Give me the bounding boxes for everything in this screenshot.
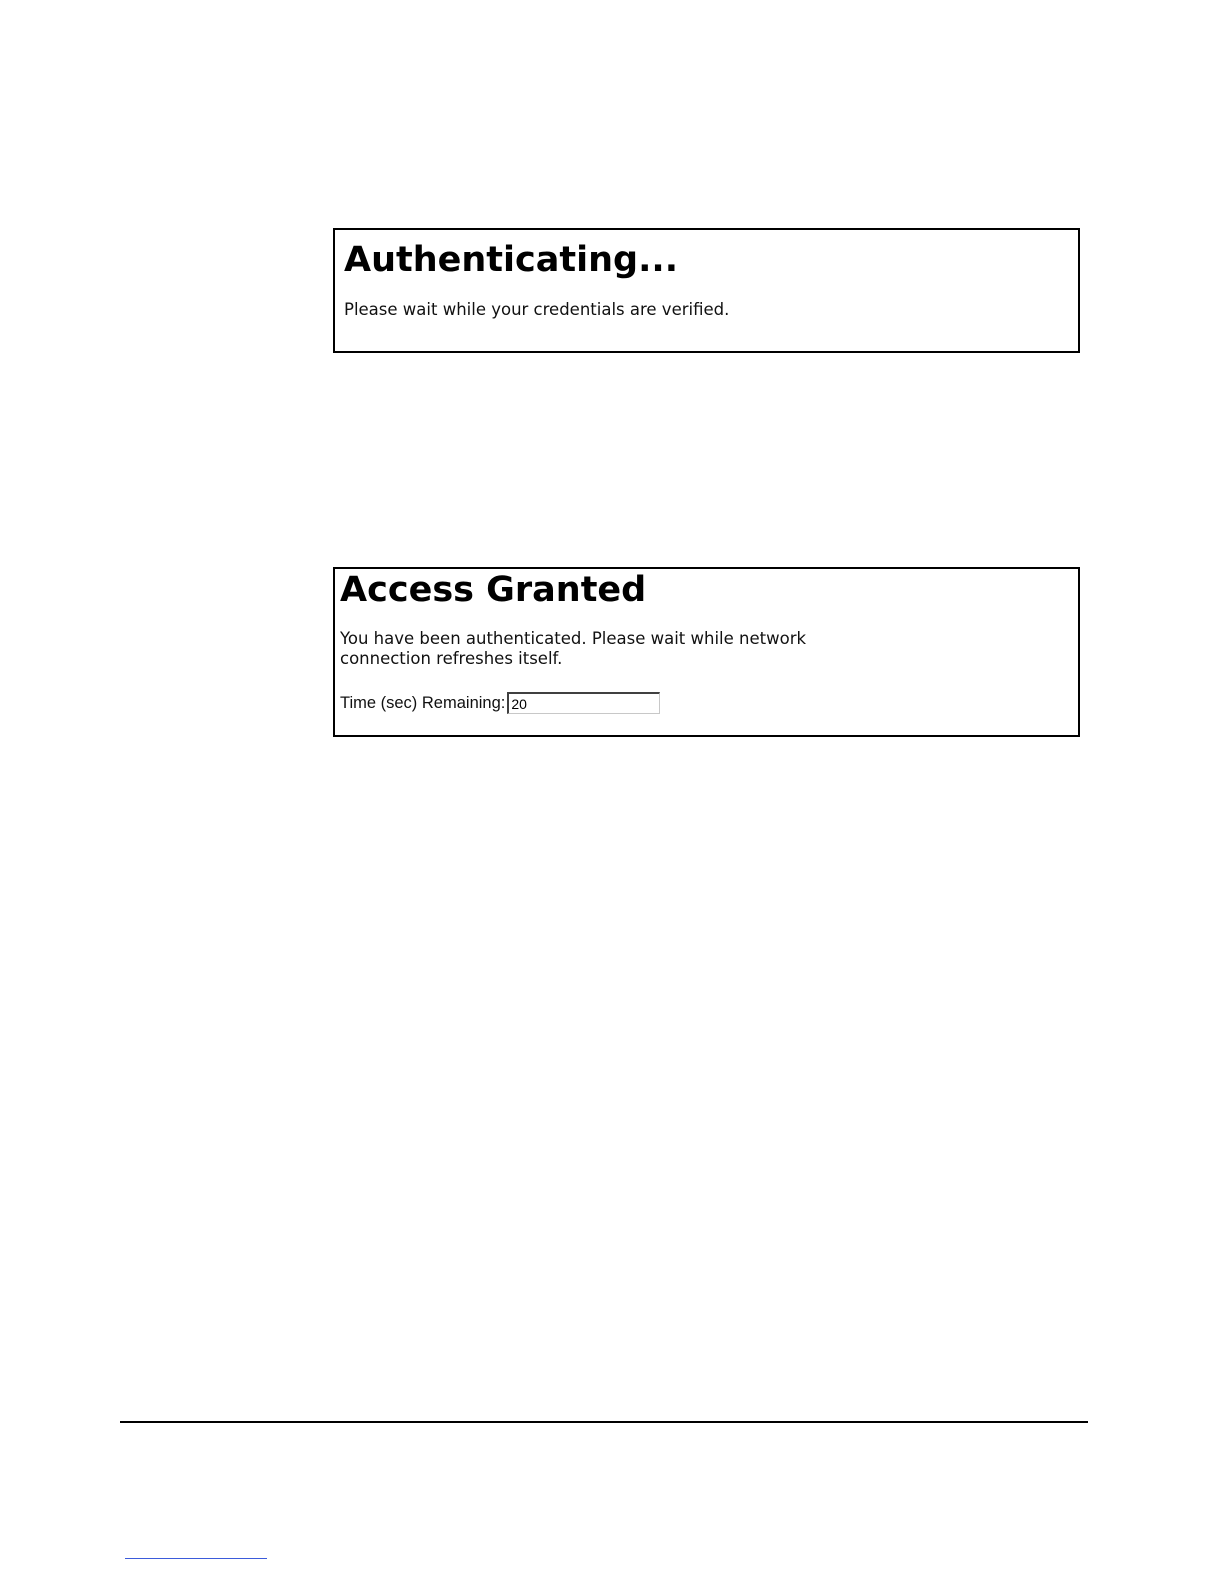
footer-divider bbox=[120, 1421, 1088, 1423]
footnote-separator bbox=[125, 1558, 267, 1559]
access-granted-title: Access Granted bbox=[340, 570, 647, 610]
time-remaining-input[interactable] bbox=[507, 692, 660, 714]
authenticating-title: Authenticating... bbox=[344, 240, 678, 280]
authenticating-panel bbox=[333, 228, 1080, 353]
timer-label: Time (sec) Remaining: bbox=[340, 693, 506, 712]
access-granted-message: You have been authenticated. Please wait while network connection refreshes itself. bbox=[340, 629, 807, 668]
timer-row bbox=[340, 691, 660, 715]
access-granted-panel bbox=[333, 567, 1080, 737]
authenticating-message: Please wait while your credentials are verified. bbox=[344, 300, 730, 319]
